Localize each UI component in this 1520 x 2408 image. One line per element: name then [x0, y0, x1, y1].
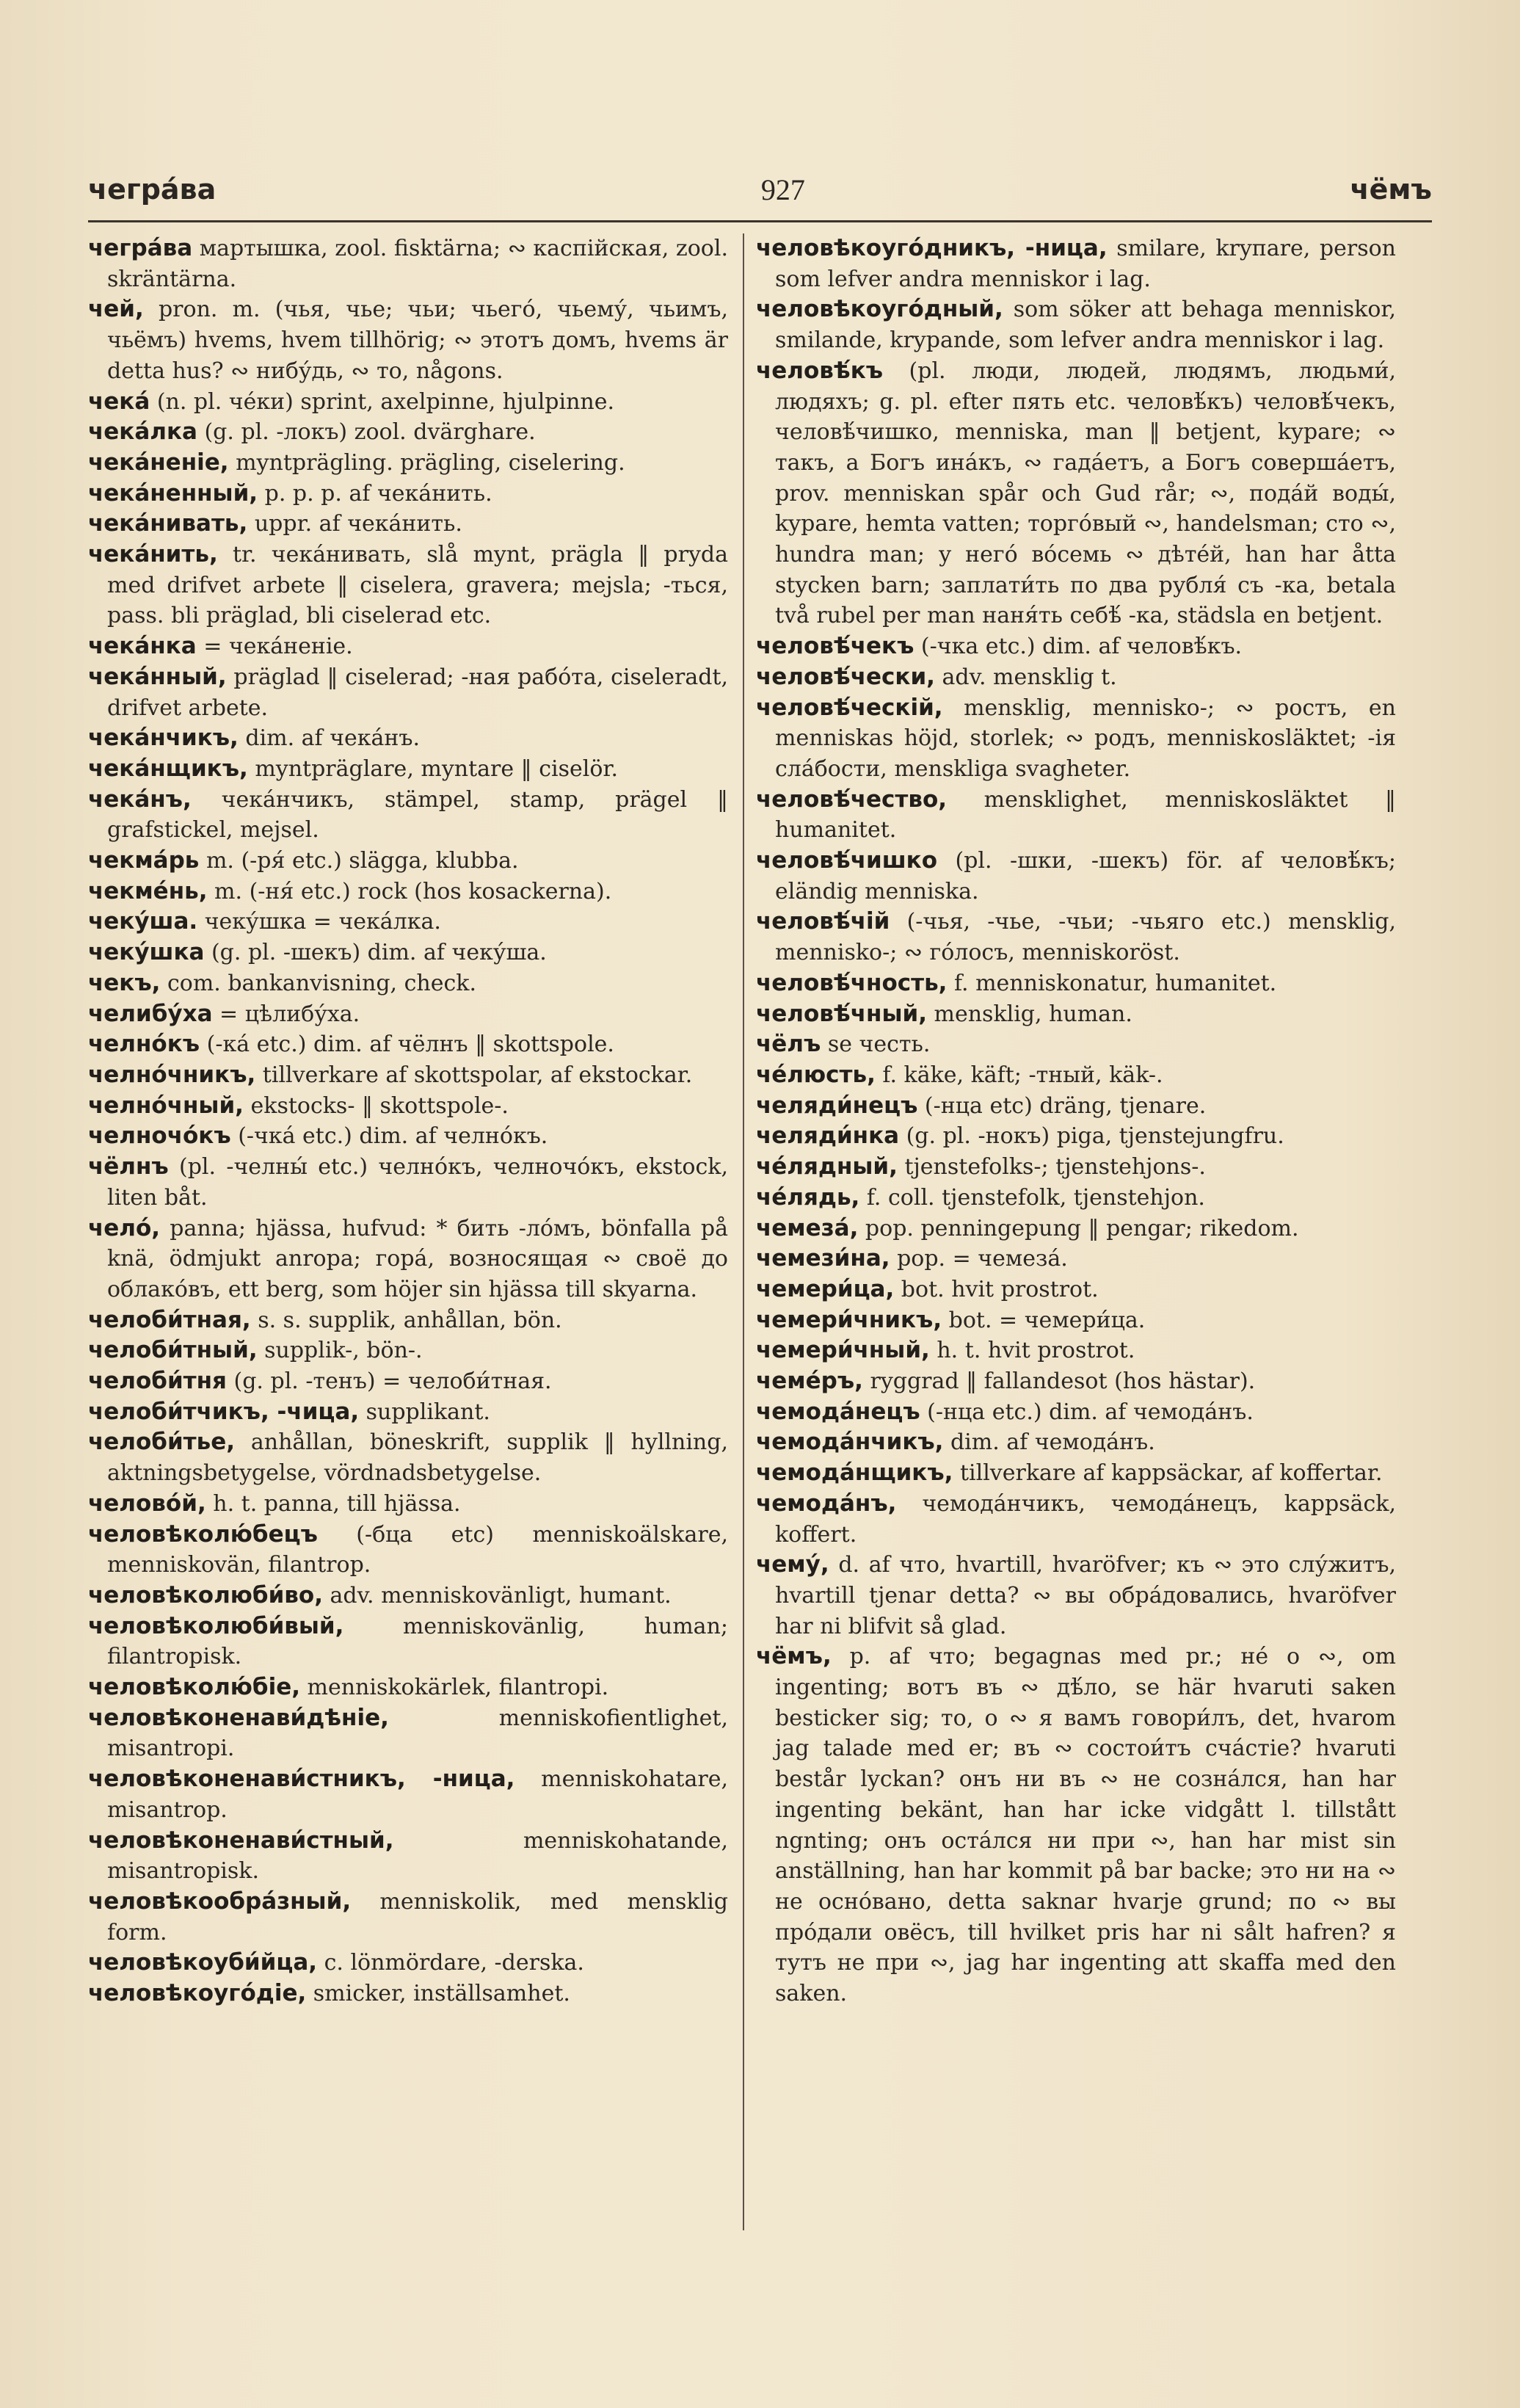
- entry-headword: че́лядный,: [756, 1153, 898, 1181]
- dictionary-entry: [88, 1121, 728, 1152]
- entry-headword: челно́чный,: [88, 1092, 244, 1119]
- entry-headword: человѣ́чишко: [756, 847, 938, 874]
- entry-definition: menniskokärlek, filantropi.: [300, 1675, 609, 1701]
- dictionary-entry: [88, 1029, 728, 1060]
- entry-definition: m. (-ня́ etc.) rock (hos kosackerna).: [207, 878, 612, 904]
- entry-definition: mensklighet, menniskosläktet ‖ humanitet.: [775, 786, 1396, 844]
- entry-definition: (-чья, -чье, -чьи; -чьяго etc.) mensklig, mennisko-; ∾ го́лосъ, menniskoröst.: [775, 909, 1396, 966]
- entry-headword: человѣколю́біе,: [88, 1674, 300, 1701]
- dictionary-entry: [756, 907, 1396, 968]
- entry-definition: h. t. panna, till hjässa.: [206, 1490, 461, 1517]
- dictionary-entry: [88, 1703, 728, 1764]
- entry-definition: uppr. af чека́нить.: [247, 511, 462, 537]
- entry-definition: (g. pl. -шекъ) dim. af чеку́ша.: [204, 940, 547, 966]
- dictionary-entry: [88, 233, 728, 294]
- entry-headword: человѣколюби́во,: [88, 1581, 323, 1609]
- dictionary-entry: [88, 1611, 728, 1672]
- entry-headword: челяди́нка: [756, 1123, 900, 1150]
- entry-headword: человѣ́къ: [756, 357, 884, 384]
- entry-definition: чека́нчикъ, stämpel, stamp, prägel ‖ grafstickel, mejsel.: [107, 786, 728, 844]
- entry-headword: чека́нивать,: [88, 510, 248, 537]
- entry-definition: ryggrad ‖ fallandesot (hos hästar).: [862, 1368, 1256, 1395]
- entry-definition: menniskohatande, misantropisk.: [107, 1827, 728, 1885]
- entry-definition: adv. mensklig t.: [934, 664, 1117, 690]
- entry-definition: = цѣлибу́ха.: [212, 1001, 360, 1027]
- entry-headword: человѣколю́бецъ: [88, 1520, 318, 1548]
- entry-headword: чемода́нщикъ,: [756, 1459, 953, 1487]
- entry-headword: челоби́тье,: [88, 1429, 236, 1456]
- entry-headword: чемери́чникъ,: [756, 1306, 942, 1333]
- entry-headword: чекма́рь: [88, 847, 200, 874]
- dictionary-entry: [756, 1427, 1396, 1458]
- entry-headword: чекме́нь,: [88, 877, 208, 904]
- entry-definition: dim. af чека́нъ.: [238, 725, 421, 752]
- dictionary-entry: [756, 294, 1396, 355]
- entry-headword: че́люсть,: [756, 1061, 876, 1088]
- entry-definition: se честь.: [821, 1031, 931, 1058]
- entry-headword: человѣ́чески,: [756, 663, 935, 690]
- entry-headword: чека́неніе,: [88, 449, 229, 476]
- entry-definition: f. menniskonatur, humanitet.: [947, 970, 1277, 996]
- entry-headword: человѣкоуго́дный,: [756, 296, 1003, 323]
- entry-definition: myntpräglare, myntare ‖ ciselör.: [247, 755, 618, 782]
- entry-headword: чека́нный,: [88, 663, 227, 690]
- dictionary-entry: [88, 1427, 728, 1488]
- dictionary-entry: [88, 1672, 728, 1703]
- entry-headword: чело́,: [88, 1214, 161, 1241]
- entry-headword: чека́нка: [88, 633, 197, 660]
- entry-definition: (n. pl. че́ки) sprint, axelpinne, hjulpinne.: [150, 388, 615, 415]
- entry-definition: dim. af чемода́нъ.: [943, 1429, 1155, 1456]
- entry-definition: com. bankanvisning, check.: [160, 970, 476, 996]
- dictionary-entry: [88, 1764, 728, 1825]
- dictionary-entry: [756, 1274, 1396, 1305]
- dictionary-entry: [756, 846, 1396, 907]
- entry-headword: чека́: [88, 388, 150, 415]
- entry-definition: präglad ‖ ciselerad; -ная рабо́та, ciseleradt, drifvet arbete.: [107, 664, 728, 721]
- entry-definition: чеку́шка = чека́лка.: [197, 909, 441, 935]
- dictionary-entry: [756, 785, 1396, 846]
- entry-definition: (-ка́ etc.) dim. af чёлнъ ‖ skottspole.: [200, 1031, 614, 1058]
- dictionary-entry: [88, 631, 728, 662]
- entry-definition: menniskovänlig, human; filantropisk.: [107, 1613, 728, 1670]
- entry-headword: человѣконенави́дѣніе,: [88, 1704, 389, 1731]
- entry-definition: mensklig, mennisko-; ∾ ростъ, en menniskas höjd, storlek; ∾ родъ, menniskosläktet; -ія сла́бости, menskliga svagheter.: [775, 695, 1396, 782]
- dictionary-entry: [88, 1581, 728, 1611]
- entry-headword: челно́къ: [88, 1031, 200, 1058]
- entry-definition: tillverkare af kappsäckar, af koffertar.: [953, 1460, 1383, 1487]
- entry-definition: pop. penningepung ‖ pengar; rikedom.: [858, 1215, 1299, 1241]
- entry-definition: s. s. supplik, anhållan, bön.: [250, 1307, 562, 1333]
- dictionary-entry: [756, 1244, 1396, 1274]
- dictionary-entry: [88, 1489, 728, 1520]
- dictionary-entry: [756, 1458, 1396, 1489]
- dictionary-entry: [756, 1152, 1396, 1183]
- entry-headword: чека́лка: [88, 418, 197, 446]
- dictionary-entry: [756, 1489, 1396, 1550]
- entry-definition: adv. menniskovänligt, humant.: [322, 1582, 672, 1609]
- entry-definition: (-нца etc.) dim. af чемода́нъ.: [920, 1399, 1254, 1425]
- entry-definition: = чека́неніе.: [196, 634, 353, 660]
- entry-headword: чеку́ша.: [88, 908, 198, 935]
- entry-definition: pop. = чемеза́.: [890, 1246, 1068, 1272]
- entry-definition: tillverkare af skottspolar, af ekstockar.: [255, 1062, 693, 1088]
- entry-headword: человѣ́чность,: [756, 969, 948, 996]
- dictionary-entry: [88, 1887, 728, 1948]
- dictionary-entry: [756, 1029, 1396, 1060]
- entry-headword: челоби́тная,: [88, 1306, 251, 1333]
- entry-definition: ekstocks- ‖ skottspole-.: [243, 1092, 509, 1119]
- entry-headword: человѣ́чный,: [756, 1000, 927, 1027]
- entry-definition: tjenstefolks-; tjenstehjons-.: [897, 1154, 1206, 1181]
- entry-headword: человѣ́чекъ: [756, 633, 914, 660]
- column-divider: [743, 233, 744, 2230]
- dictionary-entry: [756, 693, 1396, 785]
- entry-headword: челибу́ха: [88, 1000, 213, 1027]
- entry-headword: чемода́нецъ: [756, 1398, 920, 1425]
- entry-headword: чека́нъ,: [88, 786, 192, 813]
- entry-headword: человѣкообра́зный,: [88, 1887, 352, 1915]
- running-header: [88, 167, 1432, 211]
- entry-definition: h. t. hvit prostrot.: [929, 1338, 1135, 1364]
- dictionary-entry: [88, 754, 728, 785]
- right-column: [756, 233, 1396, 2009]
- entry-definition: smilare, kryпare, person som lefver andra menniskor i lag.: [775, 236, 1396, 292]
- dictionary-entry: [756, 233, 1396, 294]
- dictionary-entry: [756, 1642, 1396, 2009]
- dictionary-entry: [756, 1214, 1396, 1244]
- dictionary-entry: [88, 540, 728, 631]
- entry-definition: (-чка etc.) dim. af человѣ́къ.: [914, 634, 1243, 660]
- entry-headword: человѣ́ческій,: [756, 694, 943, 721]
- entry-definition: (g. pl. -локъ) zool. dvärghare.: [197, 419, 536, 446]
- dictionary-entry: [88, 846, 728, 877]
- entry-headword: человѣкоуго́діе,: [88, 1980, 307, 2007]
- dictionary-entry: [756, 631, 1396, 662]
- entry-headword: человѣконенави́стный,: [88, 1827, 394, 1854]
- dictionary-entry: [88, 1366, 728, 1397]
- dictionary-entry: [88, 968, 728, 999]
- dictionary-entry: [88, 1305, 728, 1336]
- entry-headword: чека́нщикъ,: [88, 755, 248, 782]
- dictionary-entry: [756, 1335, 1396, 1366]
- dictionary-entry: [88, 1214, 728, 1305]
- entry-headword: чеме́ръ,: [756, 1368, 863, 1395]
- entry-definition: f. coll. tjenstefolk, tjenstehjon.: [859, 1184, 1205, 1211]
- dictionary-entry: [88, 999, 728, 1030]
- dictionary-entry: [88, 662, 728, 723]
- dictionary-entry: [756, 662, 1396, 693]
- entry-definition: p. af что; begagnas med pr.; не́ о ∾, om ingenting; вотъ въ ∾ дѣ́ло, se här hvaruti saken besticker sig; то, о ∾ я вамъ говори́лъ, det, hvarom jag talade med er; въ ∾ состои́тъ сча́стіе? hvaruti består lyckan? онъ ни въ ∾ не созна́лся, han har ingenting bekänt, han har icke vidgått l. tillstått ngnting; онъ оста́лся ни при ∾, han har mist sin anställning, han har kommit på bar backe; это ни на ∾ не осно́вано, detta saknar hvarje grund; по ∾ вы про́дали овёсъ, till hvilket pris har ni sålt hafren? я тутъ не при ∾, jag har ingenting att skaffa med den saken.: [775, 1644, 1396, 2007]
- entry-headword: челоби́тный,: [88, 1337, 258, 1364]
- entry-definition: bot. = чемери́ца.: [942, 1307, 1146, 1333]
- entry-headword: чекъ,: [88, 969, 161, 996]
- dictionary-entry: [88, 907, 728, 938]
- entry-definition: tr. чека́нивать, slå mynt, prägla ‖ pryda med drifvet arbete ‖ ciselera, gravera; mejsla; -ться, pass. bli präglad, bli ciselerad etc.: [107, 542, 728, 629]
- entry-definition: (g. pl. -нокъ) piga, tjenstejungfru.: [899, 1123, 1284, 1150]
- entry-definition: pron. m. (чья, чье; чьи; чьего́, чьему́, чьимъ, чьёмъ) hvems, hvem tillhörig; ∾ этотъ домъ, hvems är detta hus? ∾ нибу́дь, ∾ то, någons.: [107, 297, 728, 384]
- dictionary-entry: [88, 785, 728, 846]
- dictionary-entry: [756, 1060, 1396, 1091]
- entry-headword: чека́нить,: [88, 541, 218, 568]
- entry-definition: d. af что, hvartill, hvaröfver; къ ∾ это слу́житъ, hvartill tjenar detta? ∾ вы обра́довались, hvaröfver har ni blifvit så glad.: [775, 1552, 1396, 1639]
- dictionary-entry: [88, 1060, 728, 1091]
- entry-definition: som söker att behaga menniskor, smilande, krypande, som lefver andra menniskor i lag.: [775, 297, 1396, 354]
- entry-definition: myntprägling. prägling, ciselering.: [228, 449, 625, 476]
- entry-headword: чека́нчикъ,: [88, 725, 239, 752]
- dictionary-entry: [756, 1550, 1396, 1642]
- dictionary-entry: [88, 387, 728, 418]
- entry-headword: челночо́къ: [88, 1123, 231, 1150]
- dictionary-entry: [88, 294, 728, 386]
- dictionary-entry: [88, 417, 728, 448]
- entry-definition: f. käke, käft; -тный, käk-.: [875, 1062, 1163, 1088]
- entry-headword: чеку́шка: [88, 939, 205, 966]
- dictionary-entry: [756, 999, 1396, 1030]
- dictionary-entry: [756, 1305, 1396, 1336]
- entry-headword: чёлнъ: [88, 1153, 169, 1181]
- dictionary-entry: [756, 1121, 1396, 1152]
- entry-definition: (-бца etc) menniskoälskare, menniskovän, filantrop.: [107, 1521, 728, 1578]
- entry-headword: человѣконенави́стникъ, -ница,: [88, 1766, 515, 1793]
- dictionary-entry: [88, 1397, 728, 1428]
- entry-definition: (-чка́ etc.) dim. af челно́къ.: [230, 1123, 548, 1150]
- dictionary-entry: [88, 1948, 728, 1979]
- entry-definition: p. p. p. af чека́нить.: [258, 480, 492, 507]
- dictionary-entry: [88, 509, 728, 540]
- header-rule: [88, 220, 1432, 222]
- dictionary-entry: [88, 1979, 728, 2009]
- entry-headword: чёмъ,: [756, 1643, 832, 1670]
- dictionary-entry: [88, 1091, 728, 1122]
- dictionary-entry: [88, 877, 728, 907]
- dictionary-entry: [756, 1366, 1396, 1397]
- entry-definition: c. lönmördare, -derska.: [317, 1950, 584, 1976]
- entry-definition: supplik-, bön-.: [257, 1338, 423, 1364]
- dictionary-entry: [88, 1520, 728, 1581]
- entry-headword: чёлъ: [756, 1031, 821, 1058]
- entry-definition: (pl. люди, людей, людямъ, людьми́, людяхъ; g. pl. efter пять etc. человѣ́къ) человѣ́чекъ, человѣ́чишко, menniska, man ‖ betjent, kypare; ∾ такъ, а Богъ ина́къ, ∾ гада́етъ, а Богъ соверша́етъ, prov. menniskan spår och Gud rår; ∾, пода́й воды́, kypare, hemta vatten; торго́вый ∾, handelsman; сто ∾, hundra man; у него́ во́семь ∾ дѣте́й, han har åtta stycken barn; заплати́ть по два рубля́ съ -ка, betala två rubel per man наня́ть себѣ́ -ка, städsla en betjent.: [775, 358, 1396, 629]
- entry-headword: человѣ́чій: [756, 908, 890, 935]
- header-left-word: чегра́ва: [88, 173, 217, 206]
- entry-headword: человѣ́чество,: [756, 786, 948, 813]
- entry-definition: menniskohatare, misantrop.: [107, 1766, 728, 1823]
- entry-definition: supplikant.: [359, 1399, 490, 1425]
- entry-definition: чемода́нчикъ, чемода́нецъ, kappsäck, koffert.: [775, 1490, 1396, 1548]
- entry-headword: челяди́нецъ: [756, 1092, 918, 1119]
- dictionary-entry: [756, 1183, 1396, 1214]
- dictionary-entry: [88, 938, 728, 968]
- entry-headword: чемеза́,: [756, 1214, 859, 1241]
- dictionary-entry: [88, 448, 728, 479]
- dictionary-entry: [88, 1826, 728, 1887]
- dictionary-entry: [88, 479, 728, 509]
- entry-headword: человѣколюби́вый,: [88, 1612, 344, 1639]
- entry-headword: челоби́тня: [88, 1368, 227, 1395]
- entry-definition: smicker, inställsamhet.: [306, 1981, 570, 2007]
- entry-definition: (pl. -шки, -шекъ) för. af человѣ́къ; eländig menniska.: [775, 848, 1396, 904]
- left-column: [88, 233, 728, 2009]
- entry-definition: menniskofientlighet, misantropi.: [107, 1705, 728, 1762]
- entry-definition: menniskolik, med mensklig form.: [107, 1888, 728, 1945]
- entry-headword: чека́ненный,: [88, 479, 258, 507]
- header-right-word: чёмъ: [1350, 173, 1432, 206]
- entry-definition: anhållan, böneskrift, supplik ‖ hyllning, aktningsbetygelse, vördnadsbetygelse.: [107, 1429, 728, 1487]
- entry-headword: чемери́чный,: [756, 1337, 930, 1364]
- dictionary-entry: [756, 1091, 1396, 1122]
- entry-definition: (-нца etc) dräng, tjenare.: [917, 1092, 1207, 1119]
- dictionary-entry: [88, 1335, 728, 1366]
- entry-headword: чей,: [88, 296, 144, 323]
- entry-headword: чему́,: [756, 1551, 829, 1578]
- entry-definition: bot. hvit prostrot.: [894, 1276, 1099, 1302]
- entry-definition: m. (-ря́ etc.) slägga, klubba.: [199, 848, 519, 874]
- entry-headword: чемери́ца,: [756, 1275, 895, 1302]
- page-number: 927: [760, 173, 805, 206]
- entry-headword: челоби́тчикъ, -чица,: [88, 1398, 360, 1425]
- entry-headword: челово́й,: [88, 1490, 206, 1517]
- entry-definition: мартышка, zool. fisktärna; ∾ каспійская, zool. skräntärna.: [107, 236, 728, 292]
- entry-headword: че́лядь,: [756, 1183, 860, 1211]
- dictionary-entry: [756, 356, 1396, 631]
- entry-headword: человѣкоуби́йца,: [88, 1949, 318, 1976]
- entry-definition: panna; hjässa, hufvud: * бить -ло́мъ, bönfalla på knä, ödmjukt anropa; гора́, возносящая ∾ своё до облако́въ, ett berg, som höjer sin hjässa till skyarna.: [107, 1215, 728, 1302]
- dictionary-entry: [756, 968, 1396, 999]
- dictionary-entry: [88, 1152, 728, 1213]
- entry-headword: чемода́нчикъ,: [756, 1429, 944, 1456]
- dictionary-entry: [756, 1397, 1396, 1428]
- entry-definition: mensklig, human.: [926, 1001, 1132, 1027]
- entry-headword: челно́чникъ,: [88, 1061, 256, 1088]
- dictionary-entry: [88, 723, 728, 754]
- entry-headword: чемода́нъ,: [756, 1490, 897, 1517]
- entry-definition: (g. pl. -тенъ) = челоби́тная.: [226, 1368, 552, 1395]
- entry-headword: чемези́на,: [756, 1245, 890, 1272]
- entry-definition: (pl. -челны́ etc.) челно́къ, челночо́къ, ekstock, liten båt.: [107, 1154, 728, 1211]
- entry-headword: человѣкоуго́дникъ, -ница,: [756, 235, 1108, 261]
- entry-headword: чегра́ва: [88, 235, 193, 261]
